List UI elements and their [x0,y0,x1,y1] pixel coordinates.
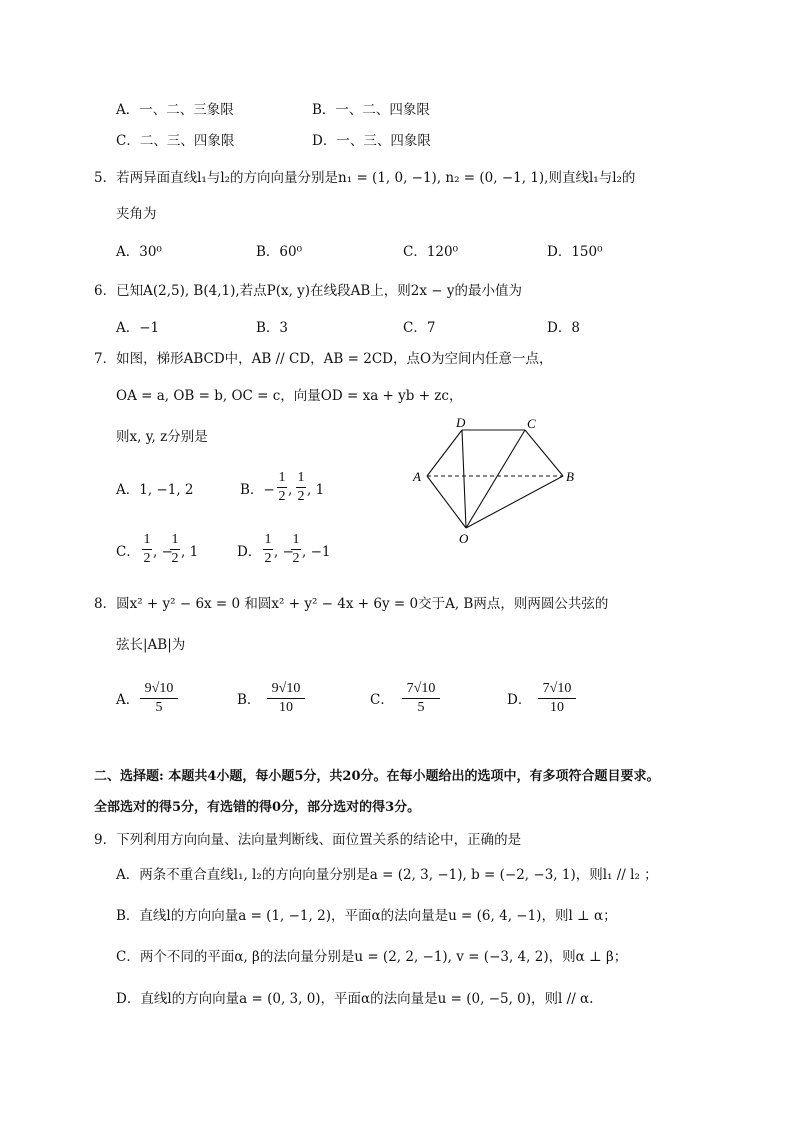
q6-option-c: C．7 [403,320,436,336]
label-a: A [413,469,421,484]
q7-option-c-frac1: 1 2 [143,532,151,566]
label-c: C [527,416,536,431]
q7-vectors: OA = a, OB = b, OC = c，向量OD = xa + yb + zc， [116,388,463,404]
q6-option-a: A．−1 [116,320,160,336]
label-d: D [456,415,466,430]
q4-option-a: A．一、二、三象限 [116,102,234,118]
segment-do [462,430,466,528]
q7-trapezoid-figure [405,412,585,552]
q9-option-c: C．两个不同的平面α, β的法向量分别是u = (2, 2, −1), v = (−3, 4, 2)，则α ⊥ β； [116,949,628,965]
label-o: O [459,531,469,546]
label-b: B [566,469,574,484]
q7-option-a: A．1, −1, 2 [116,482,194,498]
q6-option-d: D．8 [547,320,580,336]
q7-option-c-frac2: 1 2 [171,532,179,566]
q7-option-b-prefix: B．− [240,482,275,498]
section-2-title: 二、选择题: 本题共4小题，每小题5分，共20分。在每小题给出的选项中，有多项符合题目要求。 [94,769,660,784]
segment-bo [466,476,563,528]
q9-stem: 9．下列利用方向向量、法向量判断线、面位置关系的结论中，正确的是 [94,832,522,848]
q5-stem-cont: 夹角为 [116,206,157,222]
q5-stem: 5．若两异面直线l₁与l₂的方向向量分别是n₁ = (1, 0, −1), n₂ = (0, −1, 1),则直线l₁与l₂的 [94,170,636,186]
q6-option-b: B．3 [256,320,289,336]
segment-ad [427,430,462,476]
segment-co [466,430,525,528]
q6-stem: 6．已知A(2,5), B(4,1),若点P(x, y)在线段AB上，则2x − y的最小值为 [94,283,522,299]
q5-option-b: B．60⁰ [256,244,303,260]
q7-option-d-frac1: 1 2 [264,532,272,566]
q4-option-c: C．二、三、四象限 [116,133,235,149]
q5-option-d: D．150⁰ [547,244,603,260]
q7-stem: 7．如图，梯形ABCD中，AB // CD，AB = 2CD，点O为空间内任意一点， [94,351,553,367]
q7-option-d-prefix: D． [237,544,262,560]
q5-option-c: C．120⁰ [403,244,459,260]
q4-option-d: D．一、三、四象限 [312,133,431,149]
q8-stem: 8．圆x² + y² − 6x = 0 和圆x² + y² − 4x + 6y = 0交于A, B两点，则两圆公共弦的 [94,596,609,612]
q5-option-a: A．30⁰ [116,244,162,260]
q7-question: 则x, y, z分别是 [116,429,208,445]
q7-option-b-frac1: 1 2 [278,470,286,504]
q9-option-d: D．直线l的方向向量a = (0, 3, 0)，平面α的法向量是u = (0, −5, 0)，则l // α. [116,991,594,1007]
segment-ao [427,476,466,528]
q8-stem-cont: 弦长|AB|为 [116,637,186,653]
q7-option-d-frac2: 1 2 [292,532,300,566]
q9-option-b: B．直线l的方向向量a = (1, −1, 2)，平面α的法向量是u = (6, 4, −1)，则l ⊥ α； [116,908,617,924]
q9-option-a: A．两条不重合直线l₁, l₂的方向向量分别是a = (2, 3, −1), b = (−2, −3, 1)，则l₁ // l₂ ； [116,867,658,883]
q7-option-c-prefix: C． [116,544,140,560]
q7-option-b-frac2: 1 2 [297,470,305,504]
section-2-title-cont: 全部选对的得5分，有选错的得0分，部分选对的得3分。 [94,800,421,815]
q4-option-b: B．一、二、四象限 [312,102,430,118]
segment-cb [525,430,563,476]
